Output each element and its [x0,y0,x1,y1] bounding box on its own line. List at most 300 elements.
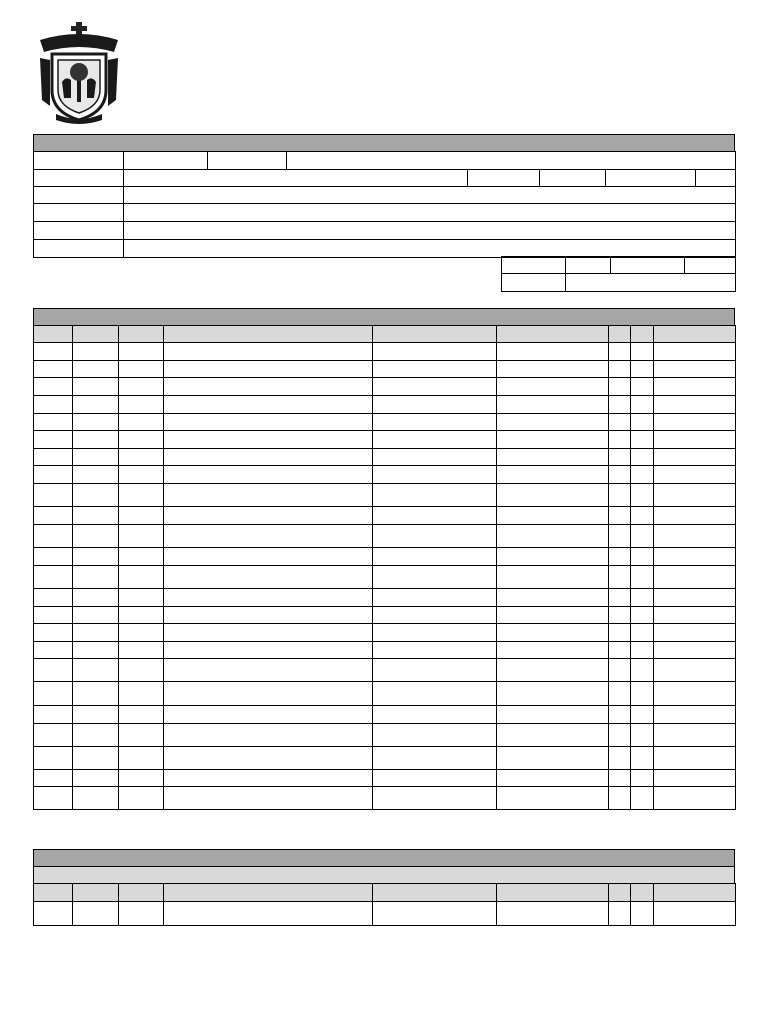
table-row [34,466,736,484]
info-field[interactable] [540,170,606,186]
table-cell[interactable] [34,466,73,484]
table-cell[interactable] [609,724,631,747]
table-cell[interactable] [631,484,654,507]
table-cell[interactable] [164,747,373,770]
table-cell[interactable] [34,566,73,589]
info-field[interactable] [124,240,736,258]
table-cell[interactable] [609,706,631,724]
table-row [34,566,736,589]
table-cell[interactable] [73,589,119,607]
table-cell[interactable] [654,724,736,747]
table-row [34,607,736,624]
table-cell[interactable] [631,747,654,770]
table-cell[interactable] [119,724,164,747]
table-cell[interactable] [654,589,736,607]
table-cell[interactable] [73,566,119,589]
table-cell[interactable] [631,449,654,466]
table-cell[interactable] [654,466,736,484]
table-row [34,624,736,642]
table-cell[interactable] [34,378,73,396]
table-cell[interactable] [73,361,119,378]
table-cell[interactable] [34,431,73,449]
table-cell[interactable] [73,466,119,484]
table-cell[interactable] [497,770,609,787]
table-cell[interactable] [631,361,654,378]
table-cell[interactable] [164,566,373,589]
table-cell[interactable] [373,484,497,507]
table-cell[interactable] [119,642,164,659]
table-row [34,682,736,706]
table-cell[interactable] [654,642,736,659]
table-cell[interactable] [164,642,373,659]
table-cell[interactable] [164,607,373,624]
section3-header [33,849,735,867]
table-cell[interactable] [73,682,119,706]
table-cell[interactable] [631,659,654,682]
table-cell[interactable] [164,548,373,566]
info-label [34,222,124,240]
table-cell[interactable] [119,431,164,449]
table-cell[interactable] [119,566,164,589]
table-cell[interactable] [119,525,164,548]
table-cell[interactable] [631,724,654,747]
table-cell[interactable] [654,902,736,926]
table-cell[interactable] [654,507,736,525]
table-cell[interactable] [373,770,497,787]
table-row [34,343,736,361]
table-cell[interactable] [609,607,631,624]
table-row [34,659,736,682]
table-cell[interactable] [373,747,497,770]
table-cell[interactable] [631,343,654,361]
table-cell[interactable] [373,343,497,361]
table-cell[interactable] [164,724,373,747]
table-cell[interactable] [497,659,609,682]
column-header [164,326,373,343]
table-cell[interactable] [164,484,373,507]
table-cell[interactable] [631,706,654,724]
table-row [34,431,736,449]
table-row [34,378,736,396]
table-cell[interactable] [34,548,73,566]
table-cell[interactable] [119,747,164,770]
table-cell[interactable] [654,484,736,507]
seal-graphic [38,20,120,124]
table-cell[interactable] [631,396,654,414]
info-field[interactable] [124,187,736,204]
table-cell[interactable] [497,396,609,414]
info-label [34,187,124,204]
table-cell[interactable] [609,548,631,566]
table-cell[interactable] [73,659,119,682]
column-header [373,326,497,343]
table-cell[interactable] [654,343,736,361]
table-cell[interactable] [631,466,654,484]
table-cell[interactable] [73,787,119,810]
table-cell[interactable] [73,607,119,624]
table-cell[interactable] [609,787,631,810]
table-cell[interactable] [609,589,631,607]
column-header [164,884,373,902]
table-cell[interactable] [119,659,164,682]
info-field[interactable] [287,152,736,169]
table-cell[interactable] [497,525,609,548]
table-cell[interactable] [119,414,164,431]
info-field[interactable] [468,170,540,186]
table-cell[interactable] [609,747,631,770]
table-cell[interactable] [34,343,73,361]
column-header [631,884,654,902]
table-cell[interactable] [164,414,373,431]
table-cell[interactable] [34,659,73,682]
info-field[interactable] [606,170,696,186]
summary-cell[interactable] [566,257,611,274]
table-cell[interactable] [609,343,631,361]
table-row [34,507,736,525]
table-row [34,724,736,747]
summary-cell[interactable] [685,257,736,274]
table-cell[interactable] [373,682,497,706]
table-cell[interactable] [164,361,373,378]
table-cell[interactable] [119,507,164,525]
table-cell[interactable] [497,484,609,507]
table-cell[interactable] [164,378,373,396]
table-cell[interactable] [34,484,73,507]
table-cell[interactable] [631,787,654,810]
table-cell[interactable] [164,624,373,642]
column-header [497,326,609,343]
table-cell[interactable] [373,396,497,414]
table-cell[interactable] [631,507,654,525]
table-cell[interactable] [73,902,119,926]
table-cell[interactable] [654,607,736,624]
info-label [34,204,124,222]
table-cell[interactable] [373,607,497,624]
table-cell[interactable] [73,396,119,414]
table-cell[interactable] [73,525,119,548]
table-cell[interactable] [34,682,73,706]
table-cell[interactable] [497,507,609,525]
table-cell[interactable] [164,589,373,607]
table-cell[interactable] [609,682,631,706]
main-list-table [33,325,736,810]
column-header [73,884,119,902]
table-cell[interactable] [609,902,631,926]
info-label [34,170,124,187]
column-header [609,884,631,902]
info-field[interactable] [124,152,208,169]
column-header [497,884,609,902]
column-header [34,326,73,343]
table-row [34,706,736,724]
table-row [34,361,736,378]
table-cell[interactable] [609,414,631,431]
section2-header [33,308,735,326]
table-cell[interactable] [34,507,73,525]
table-cell[interactable] [373,624,497,642]
table-cell[interactable] [609,449,631,466]
info-field[interactable] [208,152,287,169]
table-cell[interactable] [497,682,609,706]
table-cell[interactable] [631,902,654,926]
table-cell[interactable] [73,484,119,507]
table-cell[interactable] [164,431,373,449]
table-cell[interactable] [609,378,631,396]
table-cell[interactable] [654,787,736,810]
table-cell[interactable] [119,607,164,624]
column-header [654,884,736,902]
table-cell[interactable] [164,706,373,724]
table-cell[interactable] [654,396,736,414]
table-cell[interactable] [631,566,654,589]
table-cell[interactable] [654,566,736,589]
table-row [34,589,736,607]
table-cell[interactable] [609,507,631,525]
table-cell[interactable] [609,431,631,449]
table-cell[interactable] [631,525,654,548]
table-cell[interactable] [34,787,73,810]
table-cell[interactable] [34,624,73,642]
table-cell[interactable] [631,624,654,642]
table-cell[interactable] [119,449,164,466]
info-table [33,151,736,258]
table-cell[interactable] [119,378,164,396]
table-cell[interactable] [654,682,736,706]
table-cell[interactable] [497,431,609,449]
table-row [34,414,736,431]
table-cell[interactable] [119,624,164,642]
column-header [609,326,631,343]
table-cell[interactable] [164,902,373,926]
table-row [34,548,736,566]
table-cell[interactable] [497,589,609,607]
table-cell[interactable] [609,466,631,484]
table-cell[interactable] [631,607,654,624]
table-cell[interactable] [497,787,609,810]
info-field[interactable] [124,222,736,240]
table-cell[interactable] [373,548,497,566]
table-cell[interactable] [373,659,497,682]
summary-cell[interactable] [566,274,736,292]
table-cell[interactable] [119,787,164,810]
table-cell[interactable] [164,449,373,466]
column-header [373,884,497,902]
table-cell[interactable] [497,548,609,566]
table-cell[interactable] [373,378,497,396]
table-cell[interactable] [497,724,609,747]
column-header-row [34,326,736,343]
table-cell[interactable] [631,770,654,787]
table-cell[interactable] [373,642,497,659]
table-cell[interactable] [497,607,609,624]
university-seal-logo [38,20,120,124]
table-cell[interactable] [373,525,497,548]
table-row [34,396,736,414]
table-cell[interactable] [119,396,164,414]
table-cell[interactable] [654,525,736,548]
column-header [34,884,73,902]
table-cell[interactable] [497,466,609,484]
table-cell[interactable] [631,378,654,396]
table-cell[interactable] [164,343,373,361]
table-cell[interactable] [609,396,631,414]
table-row [34,642,736,659]
table-cell[interactable] [73,706,119,724]
table-cell[interactable] [497,361,609,378]
table-cell[interactable] [654,770,736,787]
table-cell[interactable] [73,343,119,361]
info-field[interactable] [696,170,736,186]
table-cell[interactable] [373,566,497,589]
table-cell[interactable] [373,431,497,449]
table-cell[interactable] [373,466,497,484]
table-cell[interactable] [373,706,497,724]
table-cell[interactable] [119,770,164,787]
table-cell[interactable] [34,607,73,624]
table-cell[interactable] [34,902,73,926]
table-cell[interactable] [73,642,119,659]
info-label [34,240,124,258]
table-cell[interactable] [497,343,609,361]
table-cell[interactable] [609,361,631,378]
table-cell[interactable] [73,548,119,566]
summary-cell [502,257,566,274]
table-cell[interactable] [654,361,736,378]
table-cell[interactable] [654,706,736,724]
table-row [34,747,736,770]
table-cell[interactable] [654,747,736,770]
table-cell[interactable] [119,484,164,507]
table-row [34,484,736,507]
table-cell[interactable] [609,642,631,659]
table-cell[interactable] [164,787,373,810]
table-cell[interactable] [73,770,119,787]
table-cell[interactable] [164,682,373,706]
info-field[interactable] [124,170,468,186]
table-cell[interactable] [654,449,736,466]
column-header [119,326,164,343]
table-cell[interactable] [119,706,164,724]
table-cell[interactable] [631,642,654,659]
table-cell[interactable] [654,548,736,566]
table-cell[interactable] [497,378,609,396]
table-cell[interactable] [119,902,164,926]
section3-table [33,883,736,926]
table-cell[interactable] [373,507,497,525]
table-cell[interactable] [373,361,497,378]
table-cell[interactable] [34,525,73,548]
table-row [34,525,736,548]
summary-cell [611,257,685,274]
table-row [34,787,736,810]
table-cell[interactable] [34,706,73,724]
table-cell[interactable] [34,770,73,787]
table-cell[interactable] [373,414,497,431]
table-cell[interactable] [373,724,497,747]
table-cell[interactable] [73,724,119,747]
table-cell[interactable] [497,449,609,466]
table-cell[interactable] [497,624,609,642]
table-cell[interactable] [373,787,497,810]
section1-header [33,134,735,152]
table-cell[interactable] [609,566,631,589]
column-header [631,326,654,343]
table-cell[interactable] [654,431,736,449]
table-cell[interactable] [34,642,73,659]
table-cell[interactable] [73,624,119,642]
table-cell[interactable] [609,770,631,787]
table-cell[interactable] [497,566,609,589]
table-cell[interactable] [609,659,631,682]
table-cell[interactable] [609,624,631,642]
table-cell[interactable] [34,414,73,431]
table-cell[interactable] [497,414,609,431]
table-cell[interactable] [654,624,736,642]
table-cell[interactable] [34,724,73,747]
table-cell[interactable] [631,548,654,566]
table-cell[interactable] [373,449,497,466]
table-cell[interactable] [34,361,73,378]
summary-table [501,256,736,292]
table-cell[interactable] [164,770,373,787]
table-cell[interactable] [609,484,631,507]
table-cell[interactable] [497,706,609,724]
table-cell[interactable] [73,747,119,770]
table-cell[interactable] [34,449,73,466]
table-cell[interactable] [164,396,373,414]
table-cell[interactable] [34,747,73,770]
table-cell[interactable] [164,659,373,682]
table-cell[interactable] [631,589,654,607]
table-cell[interactable] [119,548,164,566]
info-label [34,152,124,170]
table-cell[interactable] [373,589,497,607]
column-header [119,884,164,902]
table-row [34,449,736,466]
section3-subheader [33,866,735,884]
table-cell[interactable] [73,414,119,431]
table-cell[interactable] [119,682,164,706]
table-cell[interactable] [609,525,631,548]
table-cell[interactable] [73,378,119,396]
table-row [34,770,736,787]
table-cell[interactable] [119,589,164,607]
table-cell[interactable] [164,507,373,525]
table-cell[interactable] [73,431,119,449]
table-cell[interactable] [164,466,373,484]
table-cell[interactable] [631,431,654,449]
table-cell[interactable] [654,378,736,396]
table-cell[interactable] [631,414,654,431]
table-cell[interactable] [631,682,654,706]
table-cell[interactable] [497,902,609,926]
table-cell[interactable] [119,466,164,484]
table-cell[interactable] [497,642,609,659]
table-cell[interactable] [373,902,497,926]
column-header [73,326,119,343]
table-cell[interactable] [119,361,164,378]
table-cell[interactable] [73,507,119,525]
table-cell[interactable] [497,747,609,770]
table-cell[interactable] [34,589,73,607]
table-cell[interactable] [34,396,73,414]
table-cell[interactable] [73,449,119,466]
table-cell[interactable] [654,414,736,431]
table-cell[interactable] [119,343,164,361]
table-cell[interactable] [164,525,373,548]
info-field[interactable] [124,204,736,222]
table-cell[interactable] [654,659,736,682]
